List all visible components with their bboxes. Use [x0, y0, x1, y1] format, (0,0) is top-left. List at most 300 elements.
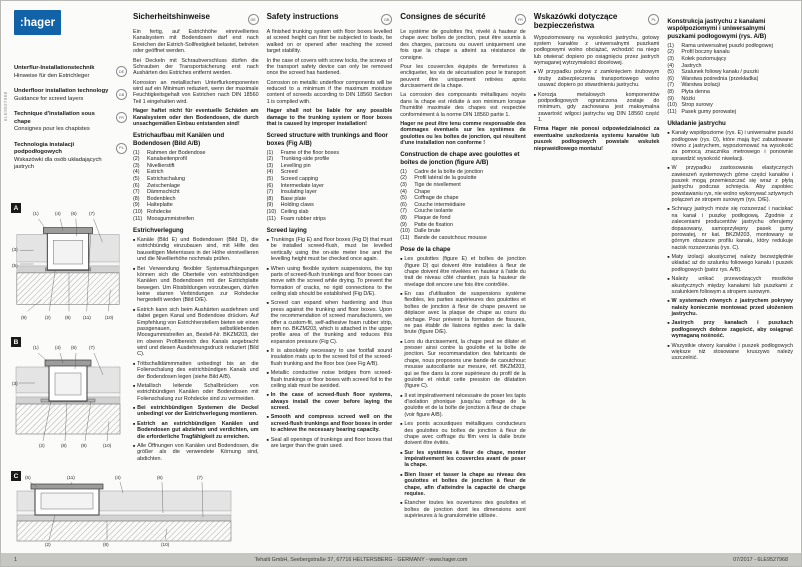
figure-callout: (8)	[103, 542, 109, 547]
column-title: Safety instructions	[266, 12, 339, 21]
figure-callout: (5)	[25, 475, 31, 480]
paragraph	[534, 126, 660, 152]
list-number: (9)	[266, 202, 274, 209]
product-title-line2: Hinweise für den Estrichleger	[14, 72, 90, 79]
paragraph-text: La corrosion des composants métalliques noyés dans la chape est réduite à son minimum lorsque l'humidité maximale des chapes est respectée conformément à la norme DIN 18560 partie 1.	[400, 92, 526, 118]
text-column	[534, 13, 660, 548]
list-number: (2)	[266, 156, 274, 163]
list-item	[667, 82, 793, 89]
paragraph	[534, 69, 660, 88]
list-number: (3)	[133, 162, 140, 169]
column-title: Consignes de sécurité	[400, 12, 486, 21]
figure-label: A	[11, 203, 21, 213]
list-text: Tige de nivellement	[414, 181, 461, 188]
list-number: (5)	[400, 195, 407, 202]
paragraph	[267, 266, 393, 298]
list-text: Pasek gumy porowatej	[681, 108, 736, 115]
list-item	[267, 196, 393, 203]
paragraph	[133, 405, 259, 418]
list-number: (5)	[667, 69, 674, 76]
list-number: (9)	[400, 221, 407, 228]
list-number: (2)	[400, 175, 407, 182]
list-number: (5)	[133, 176, 140, 182]
paragraph	[133, 307, 259, 358]
column-heading	[534, 13, 660, 31]
list-text: Levelling pin	[280, 162, 311, 169]
list-item	[133, 216, 259, 223]
paragraph-text: Seal all openings of trunkings and floor boxes that are larger than the grain used.	[270, 436, 393, 449]
product-title-text	[14, 111, 113, 134]
footer-doc-code: 07/2017 - 6LE9527968	[733, 556, 788, 563]
paragraph-text: Wszystkie otwory kanałów i puszek podłogowych większe niż stosowane kruszywo należy uszczelnić.	[671, 342, 793, 362]
numbered-list	[400, 169, 526, 242]
list-number: (7)	[133, 189, 140, 196]
figure-a	[11, 201, 125, 327]
product-title	[14, 111, 127, 134]
paragraph	[667, 130, 793, 162]
bullet-marker: ■	[400, 472, 403, 477]
figure-label: C	[11, 471, 21, 481]
figure-callout: (7)	[197, 475, 203, 480]
paragraph	[267, 58, 393, 77]
language-badge: PL	[648, 14, 659, 25]
paragraph	[667, 206, 793, 251]
language-badge: DE	[248, 14, 259, 25]
list-text: Szalunek foliowy kanału / puszki	[681, 69, 759, 76]
figure-callout: (7)	[89, 345, 95, 350]
list-text: Couche intermédiaire	[414, 201, 466, 208]
bullet-marker: ■	[667, 277, 670, 282]
list-number: (6)	[133, 182, 140, 189]
list-number: (4)	[667, 62, 674, 69]
language-badge: PL	[116, 143, 127, 154]
figure-callout: (1)	[33, 345, 39, 350]
list-number: (8)	[400, 214, 407, 221]
list-number: (5)	[266, 176, 274, 182]
list-number: (10)	[400, 228, 410, 235]
list-number: (10)	[266, 208, 277, 215]
paragraph-text: Smooth and compress screed well on the screed-flush trunkings and floor boxes in order to achieve the necessary bearing capacity.	[270, 414, 393, 434]
list-number: (3)	[266, 162, 274, 169]
paragraph-text: A finished trunking system with floor boxes levelled at screed height can first be subjected to loads, be walked on or opened after reaching the screed target stability.	[266, 29, 393, 55]
figure-callout: (8)	[65, 315, 71, 320]
footer-bar	[1, 553, 801, 566]
bullet-marker: ■	[667, 207, 670, 212]
figure-callout: (8)	[61, 443, 67, 448]
list-item	[400, 215, 526, 222]
figure-callout: (4)	[55, 345, 61, 350]
paragraph	[400, 29, 526, 61]
figure-callout: (6)	[157, 475, 163, 480]
list-text: Estrichschalung	[147, 176, 186, 182]
paragraph-text: Korozja metalowych komponentów podpodłogowych ograniczona zostaje do minimum, gdy zachowana jest maksymalna zawartość wilgoci jastrychu wg DIN 18560 część 1.	[537, 91, 660, 124]
list-text: Trunking-side profile	[280, 156, 330, 163]
list-item	[133, 189, 259, 196]
paragraph	[667, 276, 793, 295]
list-item	[267, 156, 393, 163]
list-text: Bodenblech	[147, 195, 176, 202]
text-column	[667, 13, 793, 548]
paragraph-text: Schnący jastrych może się rozszerzać i naciskać na kanał i puszkę podłogową. Zgodnie z zaleceniami producentów jastrychu oferujemy dopasowany, samoprzylepny pasek gumy porowatej, nr kat. BKZM203, montowany w górnym obszarze profilu kanału, który redukuje nacisk rozszerzania (rys. C).	[671, 206, 793, 251]
list-item	[400, 202, 526, 209]
list-text: Rahmen der Bodendose	[147, 149, 206, 156]
bullet-marker: ■	[266, 415, 269, 420]
list-text: Chape	[414, 188, 431, 195]
page-number: 1	[14, 556, 17, 563]
list-number: (7)	[266, 189, 274, 196]
list-text: Zwischenlage	[147, 182, 180, 189]
paragraph	[400, 393, 526, 419]
bullet-marker: ■	[667, 131, 670, 136]
paragraph	[133, 237, 259, 263]
bullet-marker: ■	[400, 393, 403, 398]
list-text: Rohdecke	[147, 208, 172, 215]
figure-callout: (6)	[71, 211, 77, 216]
section-heading: Construction de chape avec goulottes et boîtes de jonction (figure A/B)	[400, 151, 520, 166]
list-item	[267, 176, 393, 183]
bullet-marker: ■	[667, 299, 670, 304]
paragraph-text: Bei Deckeln mit Schraubverschluss dürfen die Schrauben der Transportsicherung erst nach Aushärten des Estriches entfernt werden.	[133, 57, 259, 77]
numbered-list	[133, 150, 259, 223]
list-text: Dalle brute	[414, 228, 441, 235]
list-number: (11)	[133, 215, 143, 222]
bullet-marker: ■	[266, 238, 269, 243]
list-number: (9)	[667, 95, 674, 102]
list-text: Intermediate layer	[280, 182, 324, 189]
paragraph-text: Hager haftet nicht für eventuelle Schäden am Kanalsystem oder den Bodendosen, die durch unsachgemäßen Einbau entstanden sind!	[133, 108, 259, 127]
list-text: Kanalseitenprofil	[147, 156, 187, 163]
list-text: Screed capping	[280, 176, 319, 182]
bullet-marker: ■	[667, 166, 670, 171]
figure-callout: (9)	[21, 315, 27, 320]
list-item	[667, 109, 793, 116]
list-item	[267, 169, 393, 176]
paragraph	[267, 80, 393, 106]
paragraph-text: Trittschalldämmmatten unbedingt bis an die Folienschalung des estrichbündigen Kanals und der Bodendosen legen (siehe Bild A/B).	[137, 360, 259, 380]
paragraph-text: In the case of covers with screw locks, the screws of the transport safety device can only be removed once the screed has hardened.	[266, 57, 393, 77]
list-number: (7)	[400, 208, 407, 215]
paragraph-text: When using flexible system suspensions, the top parts of screed-flush trunkings and floor boxes can move with the screed while drying. To prevent the formation of cracks, no rigid connections to the ceiling slab should be established (Fig D/E).	[270, 265, 393, 298]
paragraph-text: Jastrych przy kanałach i puszkach podłogowych dobrze zagęścić, aby osiągnąć wymaganą nośność.	[671, 320, 793, 340]
list-item	[267, 183, 393, 190]
paragraph	[133, 383, 259, 402]
paragraph	[267, 29, 393, 55]
list-item	[133, 183, 259, 190]
list-text: Ceiling slab	[280, 208, 309, 215]
list-number: (8)	[133, 195, 140, 202]
product-title	[14, 142, 127, 172]
figure-b	[11, 335, 125, 455]
text-column	[133, 13, 259, 548]
section-heading: Screed laying	[266, 227, 307, 235]
list-item	[667, 49, 793, 56]
list-number: (11)	[266, 215, 276, 222]
product-title-line1: Technologia instalacji podpodłogowych	[14, 141, 75, 156]
bullet-marker: ■	[533, 92, 536, 97]
hager-logo: :hager	[14, 10, 61, 35]
paragraph-text: Korrosion an metallischen Unterflurkomponenten wird auf ein Minimum reduziert, wenn der maximale Feuchtigkeitsgehalt von Estrichen nach DIN 18560 Teil 1 eingehalten wird.	[133, 79, 259, 105]
figure-callout: (4)	[115, 475, 121, 480]
list-number: (6)	[266, 182, 274, 189]
list-text: Warstwa izolacji	[681, 82, 720, 89]
list-text: Insulating layer	[280, 189, 317, 196]
product-title-line1: Technique d'installation sous chape	[14, 111, 95, 125]
list-item	[267, 150, 393, 157]
figure-callout: (10)	[103, 443, 112, 448]
paragraph	[400, 291, 526, 336]
list-text: Rama uniwersalnej puszki podłogowej	[681, 42, 773, 49]
language-badge: FR	[515, 14, 526, 25]
paragraph	[400, 64, 526, 90]
figure-callout: (10)	[161, 542, 170, 547]
product-title	[14, 88, 127, 103]
paragraph-text: Bien lisser et tasser la chape au niveau des goulottes et boîtes de jonction à fleur de chape, afin d'atteindre la capacité de charge requise.	[404, 471, 526, 497]
paragraph	[267, 414, 393, 433]
bullet-marker: ■	[133, 406, 136, 411]
paragraph	[667, 343, 793, 362]
paragraph-text: Wypoziomowany na wysokości jastrychu, gotowy system kanałów z uniwersalnymi puszkami podłogowymi wolno obciążać, wchodzić na niego lub otwierać dopiero po osiągnięciu przez jastrych wymaganej wytrzymałości docelowej.	[533, 34, 660, 67]
section-heading: Estrichverlegung	[133, 227, 184, 235]
column-title: Wskazówki dotyczące bezpieczeństwa	[533, 12, 618, 30]
text-column	[267, 13, 393, 548]
bullet-marker: ■	[400, 450, 403, 455]
list-item	[400, 228, 526, 235]
paragraph-text: Bei estrichbündigen Systemen die Deckel unbedingt vor der Estrichverlegung montieren.	[137, 405, 259, 418]
paragraph-text: Sur les systèmes à fleur de chape, monter impérativement les couvercles avant de poser la chape.	[404, 449, 526, 469]
list-item	[667, 76, 793, 83]
list-item	[400, 222, 526, 229]
paragraph	[267, 237, 393, 263]
list-item	[267, 216, 393, 223]
list-text: Płyta denna	[681, 88, 710, 95]
product-title-line2: Consignes pour les chapistes	[14, 126, 90, 133]
figure-callout: (3)	[12, 381, 18, 386]
list-item	[400, 208, 526, 215]
paragraph	[667, 320, 793, 339]
list-item	[667, 102, 793, 109]
section-heading: Konstrukcja jastrychu z kanałami współpoziomymi i uniwersalnymi puszkami podłogowymi (rys. A/B)	[667, 18, 767, 40]
list-item	[267, 209, 393, 216]
language-badge: DE	[116, 66, 127, 77]
section-heading: Pose de la chape	[400, 246, 451, 254]
list-text: Warstwa pośrednia (przekładka)	[681, 75, 759, 82]
list-number: (8)	[266, 195, 274, 202]
bullet-marker: ■	[266, 371, 269, 376]
paragraph	[133, 58, 259, 77]
column-heading	[133, 13, 259, 25]
list-text: Couche isolante	[414, 208, 453, 215]
list-text: Estrich	[147, 169, 164, 176]
product-title-line2: Wskazówki dla osób układających jastrych	[14, 156, 102, 171]
figure-callout: (6)	[71, 345, 77, 350]
numbered-list	[667, 43, 793, 116]
figure-callout: (11)	[67, 475, 75, 480]
figure-callout: (4)	[55, 211, 61, 216]
list-number: (4)	[400, 188, 407, 195]
product-title	[14, 65, 127, 80]
figure-callout: (3)	[12, 247, 18, 252]
list-text: Frame of the floor boxes	[280, 149, 340, 156]
paragraph	[667, 254, 793, 273]
paragraph-text: Le système de goulottes fini, nivelé à hauteur de chape avec boîtes de jonction, peut être soumis à des charges, parcouru ou ouvert uniquement une fois que la chape a atteint sa résistance de consigne.	[400, 29, 526, 61]
paragraph-text: Ein fertig, auf Estrichhöhe einnivelliertes Kanalsystem mit Bodendosen darf erst nach Erreichen der Estrich-Sollfestigkeit belastet, betreten oder geöffnet werden.	[133, 29, 259, 55]
figure-label: B	[11, 337, 21, 347]
paragraph	[133, 443, 259, 462]
paragraph	[133, 108, 259, 127]
paragraph-text: En cas d'utilisation de suspensions système flexibles, les parties supérieures des goulottes et boîtes de jonction à fleur de chape peuvent se déplacer avec la plaque de chape au cours du séchage. Pour prévenir la formation de fissures, ne pas établir de liaisons rigides avec la dalle brute (figure D/E).	[404, 291, 526, 336]
column-heading	[400, 13, 526, 25]
list-item	[133, 156, 259, 163]
list-item	[667, 43, 793, 50]
bullet-marker: ■	[266, 349, 269, 354]
list-text: Nivellierstift	[147, 162, 175, 169]
list-item	[400, 169, 526, 176]
paragraph-text: Les goulottes (figure E) et boîtes de jonction (figure D) qui doivent être installées à fleur de chape doivent être nivelées en hauteur à l'aide du trait de niveau côté chantier, puis la hauteur de nivelage doit encore une fois être contrôlée.	[404, 256, 526, 288]
list-text: Jastrych	[681, 62, 702, 69]
figure-callout: (2)	[45, 315, 51, 320]
list-number: (11)	[400, 234, 410, 241]
list-item	[400, 195, 526, 202]
bullet-marker: ■	[533, 70, 536, 75]
paragraph	[534, 35, 660, 67]
list-item	[667, 89, 793, 96]
paragraph-text: Les ponts acoustiques métalliques conducteurs des goulottes ou boîtes de jonction à fleur de chape avec coffrage du film vers la dalle brute doivent être évités.	[404, 421, 526, 447]
paragraph	[267, 392, 393, 411]
paragraph	[133, 29, 259, 55]
paragraph	[133, 266, 259, 304]
list-text: Halteplatte	[147, 202, 173, 209]
product-title-text	[14, 142, 113, 172]
paragraph	[400, 92, 526, 118]
product-titles	[14, 65, 127, 180]
list-item	[133, 150, 259, 157]
paragraph	[400, 256, 526, 288]
paragraph-text: Metallic conductive noise bridges from screed-flush trunkings or floor boxes with screed foil to the ceiling slab must be avoided.	[270, 370, 393, 389]
list-item	[133, 202, 259, 209]
list-text: Screed	[280, 169, 298, 176]
paragraph	[400, 500, 526, 519]
paragraph-text: Firma Hager nie ponosi odpowiedzialności za ewentualne uszkodzenia systemu kanałów lub puszek podłogowych powstałe wskutek nieprawidłowego montażu!	[533, 126, 660, 152]
list-text: Foam rubber strips	[280, 215, 326, 222]
product-title-line1: Unterflur-Installationstechnik	[14, 65, 95, 71]
list-item	[267, 163, 393, 170]
bullet-marker: ■	[400, 292, 403, 297]
bullet-marker: ■	[133, 361, 136, 366]
figure-b-drawing	[11, 335, 125, 455]
bullet-marker: ■	[133, 266, 136, 271]
list-number: (6)	[400, 201, 407, 208]
bullet-marker: ■	[133, 307, 136, 312]
paragraph	[133, 80, 259, 106]
figure-a-drawing	[11, 201, 125, 327]
paragraph-text: Lors du durcissement, la chape peut se dilater et presser ainsi contre la goulotte et la boîte de jonction. Sur recommandation des fabricants de chape, nous proposons une bande de caoutchouc mousse autocollante sur mesure, réf. BKZM203, qui se fixe dans la zone supérieure du profil de la goulotte et réduit cette pression de dilatation (figure C).	[404, 338, 526, 390]
paragraph-text: Estrich an estrichbündigen Kanälen und Bodendosen gut abziehen und verdichten, um die erforderliche Tragfähigkeit zu erreichen.	[137, 420, 259, 440]
bullet-marker: ■	[266, 266, 269, 271]
list-text: Patte de fixation	[414, 221, 453, 228]
paragraph	[267, 108, 393, 127]
list-number: (1)	[266, 149, 274, 156]
paragraph	[667, 165, 793, 203]
list-item	[400, 175, 526, 182]
bullet-marker: ■	[133, 443, 136, 448]
paragraph-text: Maty izolacji akustycznej należy bezwzględnie układać aż do szalunku foliowego kanału i puszek podłogowych (patrz rys. A/B).	[671, 254, 793, 273]
figure-callout: (2)	[45, 542, 51, 547]
paragraph-text: Screed can expand when hardening and thus press against the trunking and floor boxes. Upon the recommendation of screed manufacturers, we offer a custom-fit, self-adhesive foam rubber strip, item no. BKZM203, which is attached in the upper profile area of the trunking and reduces this expansion pressure (Fig C).	[270, 300, 393, 345]
text-column	[400, 13, 526, 548]
paragraph	[667, 298, 793, 317]
list-number: (8)	[667, 88, 674, 95]
figure-callout: (1)	[33, 211, 39, 216]
bullet-marker: ■	[133, 421, 136, 426]
bullet-marker: ■	[400, 422, 403, 427]
paragraph-text: Il est impérativement nécessaire de poser les tapis d'isolation phonique jusqu'au coffrage de la goulotte et de la boîte de jonction à fleur de chape (voir figure A/B).	[404, 392, 526, 418]
paragraph-text: Należy unikać przewodzących mostków akustycznych między kanałami lub puszkami z szalunkiem foliowym a stropem surowym.	[671, 276, 793, 295]
column-heading	[267, 13, 393, 25]
language-badge: GB	[381, 14, 392, 25]
list-item	[667, 69, 793, 76]
list-text: Plaque de fond	[414, 214, 451, 221]
paragraph-text: Pour les couvercles équipés de fermetures à encliqueter, les vis de sécurisation pour le transport peuvent être uniquement retirées après durcissement de la chape.	[400, 63, 526, 89]
list-item	[267, 202, 393, 209]
paragraph-text: W przypadku zastosowania elastycznych zawieszeń systemowych górne części kanałów i puszek mogą przemieszczać się wraz z płytą jastrychu podczas schnięcia. Aby zapobiec powstawaniu rys, nie wolno wykonywać sztywnych połączeń ze stropem surowym (rys. D/E).	[671, 165, 793, 204]
list-number: (1)	[400, 168, 407, 175]
list-number: (7)	[667, 82, 674, 89]
language-badge: GB	[116, 89, 127, 100]
list-text: Profil latéral de la goulotte	[414, 175, 477, 182]
list-item	[667, 63, 793, 70]
figure-callout: (9)	[81, 443, 87, 448]
bullet-marker: ■	[400, 339, 403, 344]
list-text: Coffrage de chape	[414, 195, 459, 202]
bullet-marker: ■	[133, 383, 136, 388]
paragraph	[534, 92, 660, 124]
paragraph-text: Hager shall not be liable for any possible damage to the trunking system or floor boxes that is caused by improper installation!	[266, 108, 393, 127]
list-item	[400, 189, 526, 196]
paragraph	[400, 421, 526, 447]
bullet-marker: ■	[133, 238, 136, 243]
side-document-code: 6LE9527968	[3, 91, 8, 121]
list-text: Base plate	[280, 195, 307, 202]
list-number: (4)	[266, 169, 274, 176]
paragraph-text: Kanäle (Bild E) und Bodendosen (Bild D), die estrichbündig einzubauen sind, mit Hilfe des bauseitigen Meterrisses in der Höhe einnivellieren und die Nivellierhöhe nochmals prüfen.	[137, 237, 259, 263]
paragraph	[400, 450, 526, 469]
list-number: (10)	[667, 102, 677, 109]
bullet-marker: ■	[400, 501, 403, 506]
paragraph	[267, 437, 393, 450]
list-number: (4)	[133, 169, 140, 176]
list-number: (6)	[667, 75, 674, 82]
list-item	[400, 235, 526, 242]
section-heading: Estrichaufbau mit Kanälen und Bodendosen (Bild A/B)	[133, 132, 225, 147]
list-number: (3)	[667, 56, 674, 62]
bullet-marker: ■	[667, 255, 670, 260]
paragraph	[267, 348, 393, 367]
list-number: (3)	[400, 181, 407, 188]
paragraph-text: W systemach równych z jastrychem pokrywy należy koniecznie montować przed ułożeniem jastrychu.	[671, 298, 793, 318]
list-number: (1)	[667, 42, 674, 49]
paragraph-text: Corrosion on metallic underfloor components will be reduced to a minimum if the maximum moisture content of screeds according to DIN 18560 Section 1 is complied with.	[266, 79, 393, 105]
figure-callout: (2)	[39, 443, 45, 448]
product-title-text	[14, 88, 113, 103]
paragraph-text: It is absolutely necessary to use footfall sound insulation mats up to the screed foil of the screed-flush trunking and the floor box (see Fig A/B).	[270, 348, 393, 367]
list-number: (2)	[133, 156, 140, 163]
paragraph	[400, 121, 526, 147]
list-item	[667, 96, 793, 103]
list-number: (2)	[667, 49, 674, 56]
numbered-list	[267, 150, 393, 223]
paragraph-text: In the case of screed-flush floor systems, always install the cover before laying the screed.	[270, 392, 393, 412]
bullet-marker: ■	[266, 393, 269, 398]
